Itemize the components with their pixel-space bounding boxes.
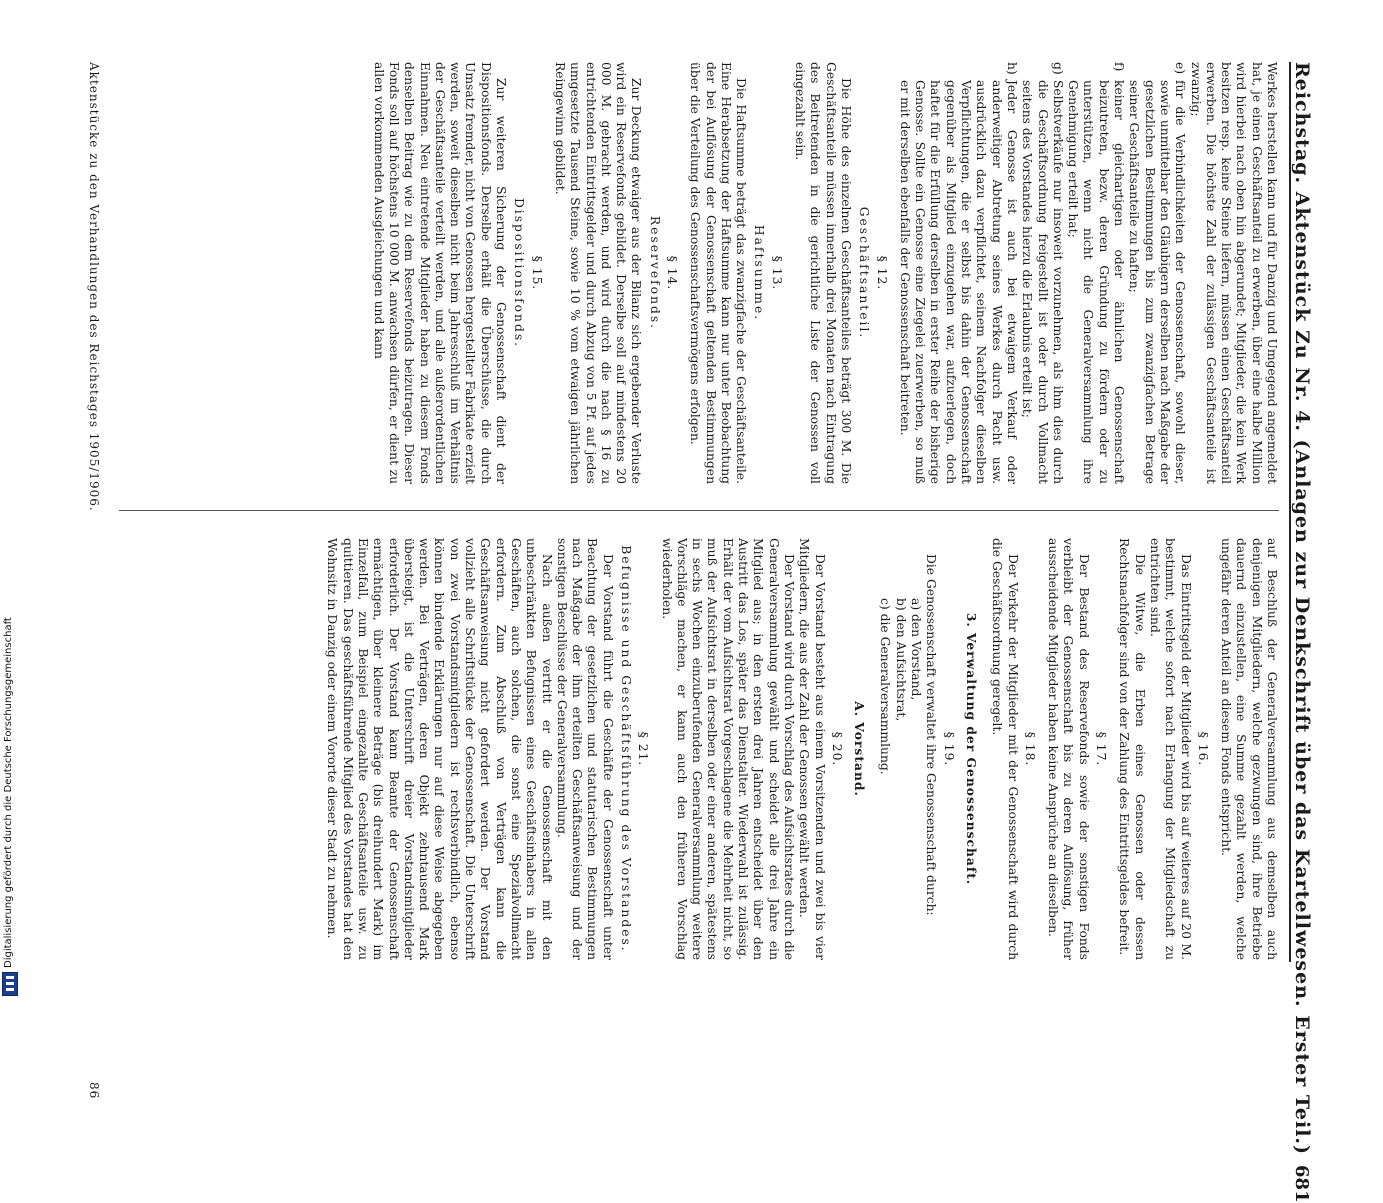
chapter-heading: 3. Verwaltung der Genossenschaft. (963, 612, 979, 886)
enumeration-line: b) den Aufsichtsrat, (893, 598, 908, 722)
footer-source: Aktenstücke zu den Verhandlungen des Reichstages 1905/1906. (87, 62, 101, 512)
list-item-text (1126, 62, 1187, 484)
paragraph: Der Vorstand wird durch Vorschlag des Aufsichtsrates durch die Generalversammlung gewählt und scheidet alle drei Jahre ein Mitglied aus; in den ersten drei Jahren entscheidet über den Austritt das Los, später das Dienstalter. Wiederwahl ist zulässig. Erhält der vom Aufsichtsrat Vorgeschlagene die Mehrheit nicht, so muß der Aufsichtsrat in derselben oder einer anderen, spätestens in sechs Wochen einzuberufenden Generalversammlung weitere Vorschläge machen, er kann auch den früheren Vorschlag wiederholen. (659, 538, 796, 960)
page-header (1289, 62, 1325, 1203)
list-item (897, 62, 1019, 484)
section-heading: Befugnisse und Geschäftsführung des Vorstandes. (619, 545, 634, 953)
enumeration-line: c) die Generalversammlung. (878, 598, 893, 775)
list-item-text (897, 62, 1019, 484)
paragraph: auf Beschluß der Generalversammlung aus demselben auch denjenigen Mitgliedern, welche gezwungen sind, ihre Betriebe dauernd einzustellen, eine Summe gezahlt werden, welche ungefähr deren Anteil an diesem Fonds entspricht. (1219, 538, 1279, 960)
right-column (324, 538, 1279, 960)
paragraph: Der Vorstand besteht aus einem Vorsitzenden und zwei bis vier Mitgliedern, die aus der Zahl der Genossen gewählt werden. (797, 538, 827, 960)
list-text: Jeder Genosse ist auch bei etwaigem Verkauf oder anderweitiger Abtretung seines Werkes durch Pacht usw. ausdrücklich dazu verpflichtet, seinem Nachfolger dieselben Verpflichtungen, die er selbst bis dahin der Genossenschaft gegenüber als Mitglied einzugehen war, aufzuerlegen, doch haftet für die Erfüllung derselben in erster Reihe der bisherige Genosse. Sollte ein Genosse eine Ziegelei zuerwerben, so muß er mit derselben ebenfalls der Genossenschaft beitreten. (897, 80, 1019, 484)
paragraph: Zur weiteren Sicherung der Genossenschaft dient der Dispositionsfonds. Derselbe erhält die Überschüsse, die durch Umsatz fremder, nicht von Genossen hergestellter Fabrikate erzielt werden, soweit dieselben nicht beim Jahresschluß im Verhältnis der Geschäftsanteile verteilt werden, und alle außerordentlichen Einnahmen. Neu eintretende Mitglieder haben zu diesem Fonds denselben Beitrag wie zu dem Reservefonds beizutragen. Dieser Fonds soll auf höchstens 10 000 M. anwachsen dürfen, er dient zu allen vorkommenden Ausgleichungen und kann (371, 62, 509, 484)
list-marker: f) (1112, 62, 1127, 72)
page-number: 681 (1291, 1165, 1312, 1203)
paragraph: Die Höhe des einzelnen Geschäftsanteiles beträgt 300 M. Die Geschäftsanteile müssen innerhalb drei Monaten nach Eintragung des Beitretenden in die gerichtliche Liste der Genossen voll eingezahlt sein. (793, 62, 853, 484)
paragraph: Die Haftsumme beträgt das zwanzigfache der Geschäftsanteile. Eine Herabsetzung der Haftsumme kann nur unter Beobachtung der bei Auflösung der Genossenschaft geltenden Bestimmungen über die Verteilung des Genossenschaftsvermögens erfolgen. (688, 62, 749, 484)
credit-text: Digitalisierung gefördert durch die Deutsche Forschungsgemeinschaft (3, 617, 14, 968)
chapter-heading: A. Vorstand. (852, 701, 868, 797)
paragraph: Der Bestand des Reservefonds sowie der sonstigen Fonds verbleibt der Genossenschaft bis zu deren Auflösung, früher ausscheidende Mitglieder haben keine Ansprüche an dieselben. (1046, 538, 1091, 960)
folio-number: 86 (87, 1082, 101, 1100)
list-marker: e) (1173, 62, 1188, 75)
list-marker: h) (1004, 62, 1019, 75)
section-number: § 20. (829, 731, 844, 767)
dfg-logo-icon (2, 972, 18, 996)
list-item-text (1065, 62, 1126, 484)
section-number: § 15. (529, 255, 544, 291)
column-divider (119, 510, 1279, 511)
list-marker: g) (1050, 62, 1065, 75)
digitization-credit (0, 0, 20, 1000)
section-number: § 16. (1195, 731, 1210, 767)
paragraph: Zur Deckung etwaiger aus der Bilanz sich ergebender Verluste wird ein Reservefonds gebildet. Derselbe soll auf mindestens 20 000 M. gebracht werden, und wird durch die nach § 16 zu entrichtenden Eintrittsgelder und durch Abzug von 5 Pf. auf jedes umgesetzte Tausend Steine, sowie 10 % vom etwaigen jährlichen Reingewinn gebildet. (552, 62, 644, 484)
section-number: § 13. (769, 255, 784, 291)
section-heading: Dispositionsfonds. (512, 197, 527, 349)
enumeration-line: a) den Vorstand, (909, 598, 924, 701)
section-heading: Geschäftsanteil. (857, 206, 872, 340)
paragraph: Das Eintrittsgeld der Mitglieder wird bis auf weiteres auf 20 M. bestimmt, welche sofort nach Erlangung der Mitgliedschaft zu entrichten sind. (1147, 538, 1193, 960)
paragraph: Die Witwe, die Erben eines Genossen oder dessen Rechtsnachfolger sind von der Zahlung des Eintrittsgeldes befreit. (1117, 538, 1147, 960)
list-text: für die Verbindlichkeiten der Genossenschaft, sowohl dieser, sowie unmittelbar den Gläubigern derselben nach Maßgabe der gesetzlichen Bestimmungen bis zum zwanzigfachen Betrage seiner Geschäftsanteile zu haften; (1127, 80, 1188, 484)
section-heading: Reservefonds. (647, 215, 662, 331)
paragraph: Die Genossenschaft verwaltet ihre Genossenschaft durch: (924, 554, 939, 916)
scanned-page (45, 62, 1325, 1203)
header-title: Reichstag. Aktenstück Zu Nr. 4. (Anlagen zur Denkschrift über das Kartellwesen. Erster Teil.) (1291, 62, 1313, 1156)
paragraph: Der Verkehr der Mitglieder mit der Genossenschaft wird durch die Geschäftsordnung geregelt. (990, 538, 1020, 960)
left-column (370, 62, 1279, 484)
list-item (1019, 62, 1065, 484)
section-number: § 17. (1094, 731, 1109, 767)
list-text: keiner gleichartigen oder ähnlichen Genossenschaft beizutreten, bezw. deren Gründung zu fördern oder zu unterstützen, wenn nicht die Generalversammlung ihre Genehmigung erteilt hat; (1066, 80, 1127, 484)
list-text: Selbstverkäufe nur insoweit vorzunehmen, als ihm dies durch die Geschäftsordnung freigestellt ist oder durch Vollmacht seitens des Vorstandes hierzu die Erlaubnis erteilt ist; (1020, 80, 1065, 484)
page-footer (87, 62, 101, 1100)
section-number: § 12. (874, 255, 889, 291)
list-item-text (1019, 62, 1065, 484)
list-item (1126, 62, 1187, 484)
section-number: § 14. (665, 255, 680, 291)
section-heading: Haftsumme. (752, 224, 767, 322)
paragraph: Nach außen vertritt er die Genossenschaft mit den unbeschränkten Befugnissen eines Geschäftsinhabers in allen Geschäften, auch solchen, die sonst eine Spezialvollmacht erfordern. Zum Abschluß von Verträgen kann die Geschäftsanweisung nicht gefordert werden. Der Vorstand vollzieht alle Schriftstücke der Genossenschaft. Die Unterschrift von zwei Vorstandsmitgliedern ist rechtsverbindlich, ebenso können bindende Erklärungen nur auf diese Weise abgegeben werden. Bei Verträgen, deren Objekt zehntausend Mark übersteigt, ist die Unterschrift dreier Vorstandsmitglieder erforderlich. Der Vorstand kann Beamte der Genossenschaft ermächtigen, über kleinere Beträge (bis dreihundert Mark) im Einzelfall, zum Beispiel eingezahlte Geschäftsanteile usw. zu quittieren. Das geschäftsführende Mitglied des Vorstandes hat den Wohnsitz in Danzig oder einem Vororte dieser Stadt zu nehmen. (325, 538, 554, 960)
list-item (1065, 62, 1126, 484)
section-number: § 19. (941, 731, 956, 767)
paragraph: Der Vorstand führt die Geschäfte der Genossenschaft unter Beachtung der gesetzlichen und statutarischen Bestimmungen nach Maßgabe der ihm erteilten Geschäftsanweisung und der sonstigen Beschlüsse der Generalversammlung. (554, 538, 615, 960)
section-number: § 18. (1022, 731, 1037, 767)
section-number: § 21. (636, 731, 651, 767)
paragraph: Werkes herstellen kann und für Danzig und Umgegend angemeldet hat, je einen Geschäftsanteil zu erwerben, über eine halbe Million wird hierbei nach oben hin abgerundet; Mitglieder, die kein Werk besitzen resp. keine Steine liefern, müssen einen Geschäftsanteil erwerben. Die höchste Zahl der zulässigen Geschäftsanteile ist zwanzig; (1188, 62, 1279, 484)
